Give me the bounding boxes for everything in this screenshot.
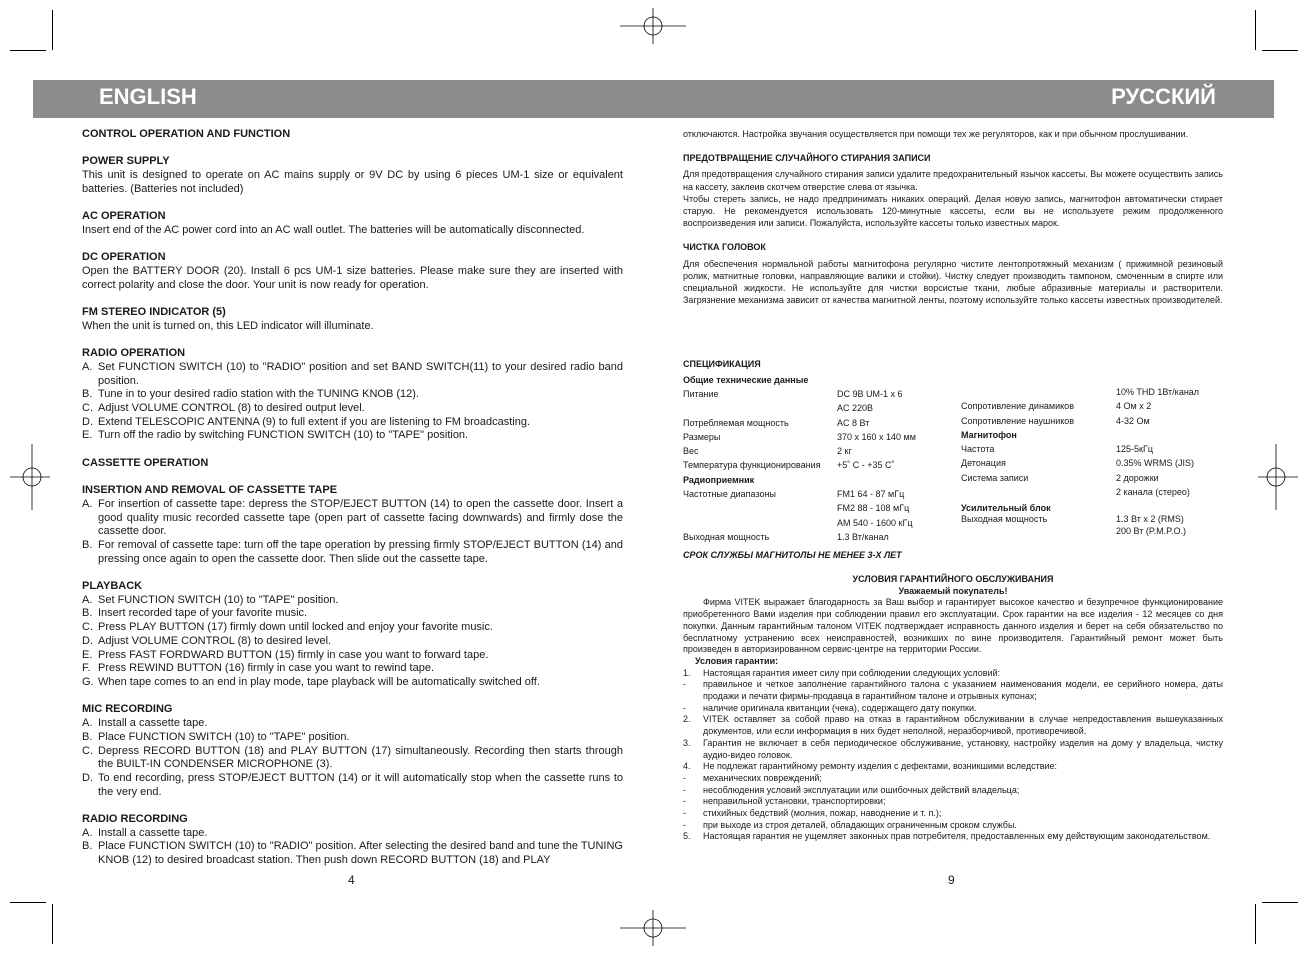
list-text: правильное и четкое заполнение гарантийного талона с указанием наименования модели, ее серийного номера, даты продажи и печати фирмы-продавца в гарантийном талоне и отрывных купонах;	[703, 679, 1223, 702]
list-item	[82, 539, 623, 566]
spec-row	[961, 485, 1223, 499]
list-marker: A.	[82, 593, 93, 606]
list-text: при выходе из строя деталей, обладающих ограниченным сроком службы.	[703, 819, 1017, 830]
warranty-block	[683, 574, 1223, 843]
spec-value: 370 x 160 x 140 мм	[837, 431, 916, 442]
spec-row	[683, 401, 953, 415]
list-text: стихийных бедствий (молния, пожар, наводнение и т. п.);	[703, 808, 942, 819]
list-marker: D.	[82, 415, 93, 428]
list-item	[82, 731, 623, 745]
list-item	[683, 808, 1223, 820]
list-item	[82, 621, 623, 635]
list-text: To end recording, press STOP/EJECT BUTTON (14) or it will automatically stop when the cassette runs to the very end.	[98, 771, 623, 798]
russian-title: РУССКИЙ	[1111, 84, 1216, 109]
spec-label: Выходная мощность	[683, 531, 770, 542]
erase-heading: ПРЕДОТВРАЩЕНИЕ СЛУЧАЙНОГО СТИРАНИЯ ЗАПИСИ	[683, 153, 931, 164]
dc-operation-text: Open the BATTERY DOOR (20). Install 6 pcs UM-1 size batteries. Please make sure they are inserted with correct polarity and close the door. Your unit is now ready for operation.	[82, 264, 623, 291]
spec-row	[683, 444, 953, 458]
spec-tape-rows	[961, 442, 1223, 499]
russian-column	[683, 128, 1223, 306]
headphones-label: Сопротивление наушников	[961, 415, 1075, 426]
spec-label: Детонация	[961, 458, 1006, 469]
spec-label	[683, 501, 837, 515]
spec-right-table	[961, 385, 1223, 537]
playback-heading: PLAYBACK	[82, 580, 143, 593]
spec-label: Размеры	[683, 431, 721, 442]
crop-mark	[1262, 50, 1298, 51]
amp-value-2: 200 Вт (P.M.P.O.)	[1116, 525, 1187, 536]
spec-value: FM2 88 - 108 мГц	[837, 503, 910, 514]
speaker-value: 4 Ом x 2	[1116, 401, 1152, 412]
ac-operation-text: Insert end of the AC power cord into an AC wall outlet. The batteries will be automatically disconnected.	[82, 223, 585, 236]
fm-indicator-text: When the unit is turned on, this LED indicator will illuminate.	[82, 319, 374, 332]
registration-mark-icon	[620, 910, 686, 946]
list-marker: 4.	[683, 761, 691, 772]
list-marker: B.	[82, 607, 93, 620]
radio-operation-heading: RADIO OPERATION	[82, 347, 186, 360]
registration-mark-icon	[1258, 444, 1298, 510]
service-life: СРОК СЛУЖБЫ МАГНИТОЛЫ НЕ МЕНЕЕ 3-Х ЛЕТ	[683, 550, 902, 560]
list-marker: E.	[82, 648, 93, 661]
list-item	[82, 498, 623, 539]
section-title: CONTROL OPERATION AND FUNCTION	[82, 128, 291, 140]
list-text: несоблюдения условий эксплуатации или ошибочных действий владельца;	[703, 784, 1020, 795]
list-item	[82, 429, 623, 443]
list-item	[82, 416, 623, 430]
spec-row	[683, 516, 953, 530]
spec-row	[683, 487, 953, 501]
list-item	[82, 402, 623, 416]
list-item	[82, 649, 623, 663]
spec-value: 1.3 Вт/канал	[837, 531, 889, 542]
list-item	[82, 745, 623, 772]
list-marker: A.	[82, 717, 93, 730]
erase-text-1: Для предотвращения случайного стирания записи удалите предохранительный язычок кассеты. Вы можете осуществить запись на кассету, заклеив скотчем отверстие слева от язычка.	[683, 169, 1223, 192]
crop-mark	[10, 50, 46, 51]
list-item	[82, 662, 623, 676]
spec-value: 125-5кГц	[1116, 444, 1153, 455]
list-item	[683, 773, 1223, 785]
page-number-left: 4	[348, 873, 355, 887]
list-text: Set FUNCTION SWITCH (10) to "TAPE" position.	[98, 593, 339, 606]
list-text: Install a cassette tape.	[98, 717, 208, 730]
spec-row	[683, 530, 953, 544]
tape-heading: Магнитофон	[961, 429, 1017, 440]
header-banner	[33, 80, 1274, 118]
erase-text-2: Чтобы стереть запись, не надо предпринимать никаких операций. Делая новую запись, магнитофон автоматически стирает старую. Не рекомендуется использовать 120-минутные кассеты, если вы не используете режим продолженного воспроизведения или записи. Пожалуйста, используйте кассеты только известных марок.	[683, 193, 1223, 229]
spec-radio-rows	[683, 487, 953, 544]
list-text: Adjust VOLUME CONTROL (8) to desired level.	[98, 634, 332, 647]
spec-label: Потребляемая мощность	[683, 417, 789, 428]
warranty-dear: Уважаемый покупатель!	[898, 585, 1008, 596]
list-marker: B.	[82, 388, 93, 401]
spec-left-rows	[683, 387, 953, 473]
list-item	[82, 827, 623, 841]
spec-row	[961, 442, 1223, 456]
list-marker: E.	[82, 429, 93, 442]
list-text: Press PLAY BUTTON (17) firmly down until locked and enjoy your favorite music.	[98, 621, 493, 634]
list-item	[82, 594, 623, 608]
list-text: неправильной установки, транспортировки;	[703, 796, 886, 807]
power-supply-heading: POWER SUPPLY	[82, 155, 170, 168]
power-supply-text: This unit is designed to operate on AC mains supply or 9V DC by using 6 pieces UM-1 size or equivalent batteries. (Batteries not included)	[82, 169, 623, 195]
list-text: Не подлежат гарантийному ремонту изделия с дефектами, возникшими вследствие:	[703, 761, 1058, 772]
spec-general: Общие технические данные	[683, 375, 809, 385]
spec-left-table	[683, 387, 953, 544]
list-item	[683, 761, 1223, 773]
list-text: Press REWIND BUTTON (16) firmly in case you want to rewind tape.	[98, 662, 435, 675]
crop-mark	[1262, 902, 1298, 903]
list-text: Настоящая гарантия не ущемляет законных прав потребителя, предоставленных ему действующим законодательством.	[703, 831, 1211, 842]
list-item	[683, 785, 1223, 797]
list-marker: -	[683, 702, 686, 713]
spec-label	[961, 485, 1116, 499]
spec-label: Частотные диапазоны	[683, 489, 776, 500]
list-marker: A.	[82, 360, 93, 373]
thd-value: 10% THD 1Вт/канал	[1116, 387, 1200, 397]
spec-value: 0.35% WRMS (JIS)	[1116, 458, 1195, 469]
list-text: наличие оригинала квитанции (чека), содержащего дату покупки.	[703, 702, 977, 713]
amp-heading: Усилительный блок	[961, 503, 1051, 514]
spec-row	[683, 430, 953, 444]
list-item	[683, 703, 1223, 715]
list-marker: -	[683, 784, 686, 795]
mic-recording-heading: MIC RECORDING	[82, 703, 173, 716]
list-marker: 2.	[683, 714, 691, 725]
heads-text: Для обеспечения нормальной работы магнитофона регулярно чистите лентопротяжный механизм ( прижимной резиновый ролик, матнитные головки, направляющие валики и стойки). Чистку следует производить тампоном, смоченным в спирте или специальной жидкости. Не используйте для чистки ворсистые ткани, любые абразивные материалы и растворители. Загрязнение механизма зависит от качества магнитной ленты, поэтому используйте только кассеты известных производителей.	[683, 258, 1223, 306]
list-marker: -	[683, 808, 686, 819]
list-item	[683, 831, 1223, 843]
spec-row	[683, 458, 953, 472]
list-text: Press FAST FORDWARD BUTTON (15) firmly in case you want to forward tape.	[98, 648, 489, 661]
radio-recording-list	[82, 827, 623, 868]
insertion-list	[82, 498, 623, 567]
spec-label: Вес	[683, 446, 699, 457]
list-item	[683, 668, 1223, 680]
list-item	[683, 820, 1223, 832]
warranty-list	[683, 668, 1223, 844]
spec-label: Питание	[683, 389, 719, 399]
list-marker: -	[683, 679, 686, 690]
spec-value: 2 дорожки	[1116, 472, 1159, 483]
list-text: Tune in to your desired radio station with the TUNING KNOB (12).	[98, 388, 419, 401]
speaker-label: Сопротивление динамиков	[961, 401, 1074, 412]
spec-value: +5˚ C - +35 C˚	[837, 460, 895, 471]
list-text: Extend TELESCOPIC ANTENNA (9) to full extent if you are listening to FM broadcasting.	[98, 415, 531, 428]
warranty-conditions: Условия гарантии:	[695, 655, 779, 666]
list-marker: B.	[82, 538, 93, 551]
spec-label: Частота	[961, 444, 995, 455]
list-text: When tape comes to an end in play mode, tape playback will be automatically switched off.	[98, 676, 540, 688]
spec-row	[683, 501, 953, 515]
english-column	[82, 128, 623, 868]
list-marker: C.	[82, 621, 93, 634]
spec-label: Температура функционирования	[683, 460, 821, 471]
list-marker: 5.	[683, 831, 691, 842]
spec-value: DC 9В UM-1 x 6	[837, 389, 903, 399]
list-item	[683, 796, 1223, 808]
registration-mark-icon	[620, 8, 686, 44]
crop-mark	[52, 10, 53, 50]
headphones-value: 4-32 Ом	[1116, 415, 1150, 426]
list-marker: 3.	[683, 737, 691, 748]
list-text: For insertion of cassette tape: depress the STOP/EJECT BUTTON (14) to open the cassette door. Insert a good quality music recorded cassette tape (open part of cassette facing downwards) and firmly dose the cassette door.	[98, 497, 623, 538]
list-text: Install a cassette tape.	[98, 826, 208, 839]
list-marker: G.	[82, 676, 94, 688]
list-item	[82, 676, 623, 690]
list-marker: C.	[82, 401, 93, 414]
mic-recording-list	[82, 717, 623, 799]
list-marker: -	[683, 772, 686, 783]
spec-label	[683, 401, 837, 415]
spec-row	[683, 387, 953, 401]
warranty-title: УСЛОВИЯ ГАРАНТИЙНОГО ОБСЛУЖИВАНИЯ	[852, 574, 1054, 584]
list-marker: D.	[82, 634, 93, 647]
spec-value: AC 220В	[837, 403, 874, 414]
list-item	[82, 607, 623, 621]
radio-operation-list	[82, 361, 623, 443]
spec-value: AM 540 - 1600 кГц	[837, 517, 913, 528]
amp-label: Выходная мощность	[961, 514, 1048, 525]
list-item	[683, 738, 1223, 761]
list-item	[82, 635, 623, 649]
list-text: Depress RECORD BUTTON (18) and PLAY BUTTON (17) simultaneously. Recording then starts through the BUILT-IN CONDENSER MICROPHONE (3).	[98, 744, 623, 771]
radio-recording-heading: RADIO RECORDING	[82, 813, 188, 825]
list-marker: C.	[82, 744, 93, 757]
dc-operation-heading: DC OPERATION	[82, 251, 166, 264]
list-marker: D.	[82, 771, 93, 784]
list-marker: A.	[82, 497, 93, 510]
list-item	[82, 840, 623, 867]
english-title: ENGLISH	[99, 84, 197, 109]
spec-row	[683, 416, 953, 430]
fm-indicator-heading: FM STEREO INDICATOR (5)	[82, 306, 226, 319]
playback-list	[82, 594, 623, 690]
cassette-operation-heading: CASSETTE OPERATION	[82, 456, 209, 469]
warranty-intro: Фирма VITEK выражает благодарность за Ваш выбор и гарантирует высокое качество и безупречное функционирование приобретенного Вами изделия при соблюдении правил его эксплуатации. Срок гарантии на все изделия - 12 месяцев со дня покупки. Данным гарантийным талоном VITEK подтверждает исправность данного изделия и берет на себя обязательство по бесплатному устранению всех неисправностей, возникших по вине производителя. Гарантийный ремонт может быть произведен в авторизированном сервис-центре на территории России.	[683, 597, 1223, 655]
list-text: Place FUNCTION SWITCH (10) to "RADIO" position. After selecting the desired band and tune the TUNING KNOB (12) to desired broadcast station. Then push down RECORD BUTTON (18) and PLAY	[98, 840, 623, 867]
list-text: Insert recorded tape of your favorite music.	[98, 607, 308, 620]
list-text: Place FUNCTION SWITCH (10) to "TAPE" position.	[98, 730, 350, 743]
ac-operation-heading: AC OPERATION	[82, 210, 166, 223]
crop-mark	[1255, 10, 1256, 50]
amp-value-1: 1.3 Вт x 2 (RMS)	[1116, 514, 1184, 525]
spec-value: 2 канала (стерео)	[1116, 487, 1190, 498]
list-text: Turn off the radio by switching FUNCTION SWITCH (10) to "TAPE" position.	[98, 429, 469, 442]
list-item	[82, 361, 623, 388]
spec-label	[683, 516, 837, 530]
list-item	[82, 717, 623, 731]
registration-mark-icon	[10, 444, 50, 510]
list-marker: A.	[82, 826, 93, 839]
list-text: механических повреждений;	[703, 772, 822, 783]
list-text: VITEK оставляет за собой право на отказ в гарантийном обслуживании в случае непредоставления вышеуказанных документов, или если информация в них будет неполной, неразборчивой, противоречивой.	[703, 714, 1223, 737]
list-text: Настоящая гарантия имеет силу при соблюдении следующих условий:	[703, 667, 1001, 678]
spec-value: AC 8 Вт	[837, 417, 870, 428]
list-item	[683, 714, 1223, 737]
list-marker: B.	[82, 840, 93, 853]
spec-value: FM1 64 - 87 мГц	[837, 489, 905, 500]
spec-row	[961, 456, 1223, 470]
list-item	[82, 772, 623, 799]
list-marker: F.	[82, 662, 91, 675]
list-marker: -	[683, 796, 686, 807]
crop-mark	[52, 904, 53, 944]
list-marker: B.	[82, 730, 93, 743]
spec-value: 2 кг	[837, 446, 852, 457]
crop-mark	[10, 902, 46, 903]
list-item	[82, 388, 623, 402]
list-item	[683, 679, 1223, 702]
spec-label: Система записи	[961, 472, 1029, 483]
intro-text: отключаются. Настройка звучания осуществляется при помощи тех же регуляторов, как и при обычном прослушивании.	[683, 129, 1189, 139]
spec-heading: СПЕЦИФИКАЦИЯ	[683, 359, 761, 369]
list-marker: -	[683, 819, 686, 830]
page-number-right: 9	[948, 873, 955, 887]
list-text: Гарантия не включает в себя периодическое обслуживание, установку, настройку изделия на дому у владельца, чистку аудио-видео головок.	[703, 737, 1223, 760]
list-text: For removal of cassette tape: turn off the tape operation by pressing firmly STOP/EJECT BUTTON (14) and pressing once again to open the cassette door. Then slide out the cassette tape.	[98, 538, 623, 565]
spec-row	[961, 471, 1223, 485]
list-marker: 1.	[683, 667, 691, 678]
crop-mark	[1255, 904, 1256, 944]
insertion-heading: INSERTION AND REMOVAL OF CASSETTE TAPE	[82, 484, 338, 497]
list-text: Adjust VOLUME CONTROL (8) to desired output level.	[98, 401, 365, 414]
radio-heading: Радиоприемник	[683, 474, 755, 485]
heads-heading: ЧИСТКА ГОЛОВОК	[683, 242, 766, 253]
list-text: Set FUNCTION SWITCH (10) to "RADIO" position and set BAND SWITCH(11) to your desired radio band position.	[98, 360, 623, 387]
